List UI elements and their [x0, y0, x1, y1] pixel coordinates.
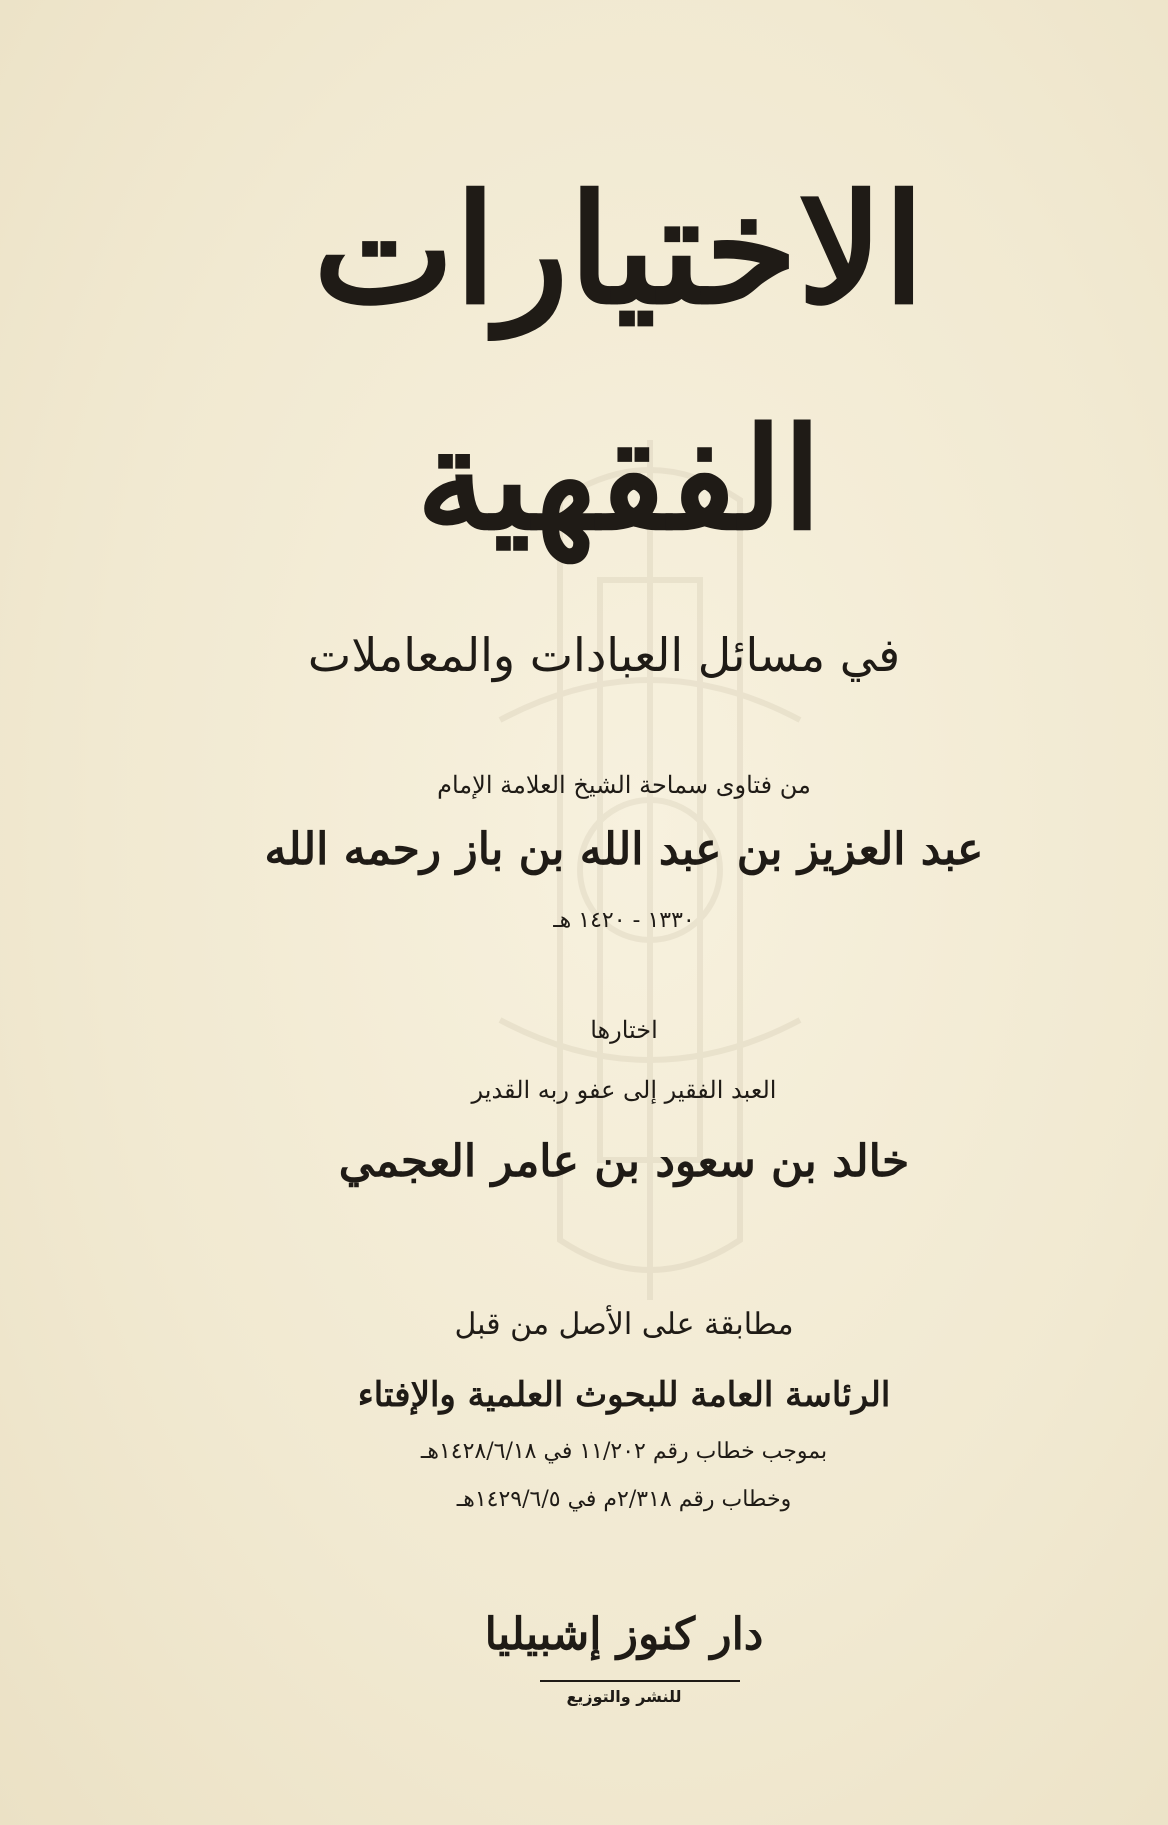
book-subtitle: في مسائل العبادات والمعاملات: [307, 628, 901, 682]
publisher-tagline: للنشر والتوزيع: [566, 1687, 682, 1706]
approval-letter-2: وخطاب رقم ٢/٣١٨م في ١٤٢٩/٦/٥هـ: [456, 1487, 792, 1512]
publisher-divider: [540, 1680, 740, 1682]
book-title-line-1: الاختيارات: [313, 162, 925, 338]
approval-letter-1: بموجب خطاب رقم ١١/٢٠٢ في ١٤٢٨/٦/١٨هـ: [420, 1439, 828, 1464]
author-name: خالد بن سعود بن عامر العجمي: [338, 1136, 910, 1187]
book-title-line-2: الفقهية: [416, 398, 822, 562]
chosen-by-label: اختارها: [590, 1016, 658, 1044]
servant-line: العبد الفقير إلى عفو ربه القدير: [471, 1076, 777, 1104]
lifespan-years: ١٣٣٠ - ١٤٢٠ هـ: [553, 908, 695, 933]
fatawa-line: من فتاوى سماحة الشيخ العلامة الإمام: [437, 771, 811, 799]
approval-conform-line: مطابقة على الأصل من قبل: [454, 1307, 794, 1342]
approval-presidency: الرئاسة العامة للبحوث العلمية والإفتاء: [357, 1375, 891, 1415]
sheikh-name: عبد العزيز بن عبد الله بن باز رحمه الله: [264, 824, 984, 875]
publisher-logo: دار كنوز إشبيليا: [484, 1609, 764, 1660]
